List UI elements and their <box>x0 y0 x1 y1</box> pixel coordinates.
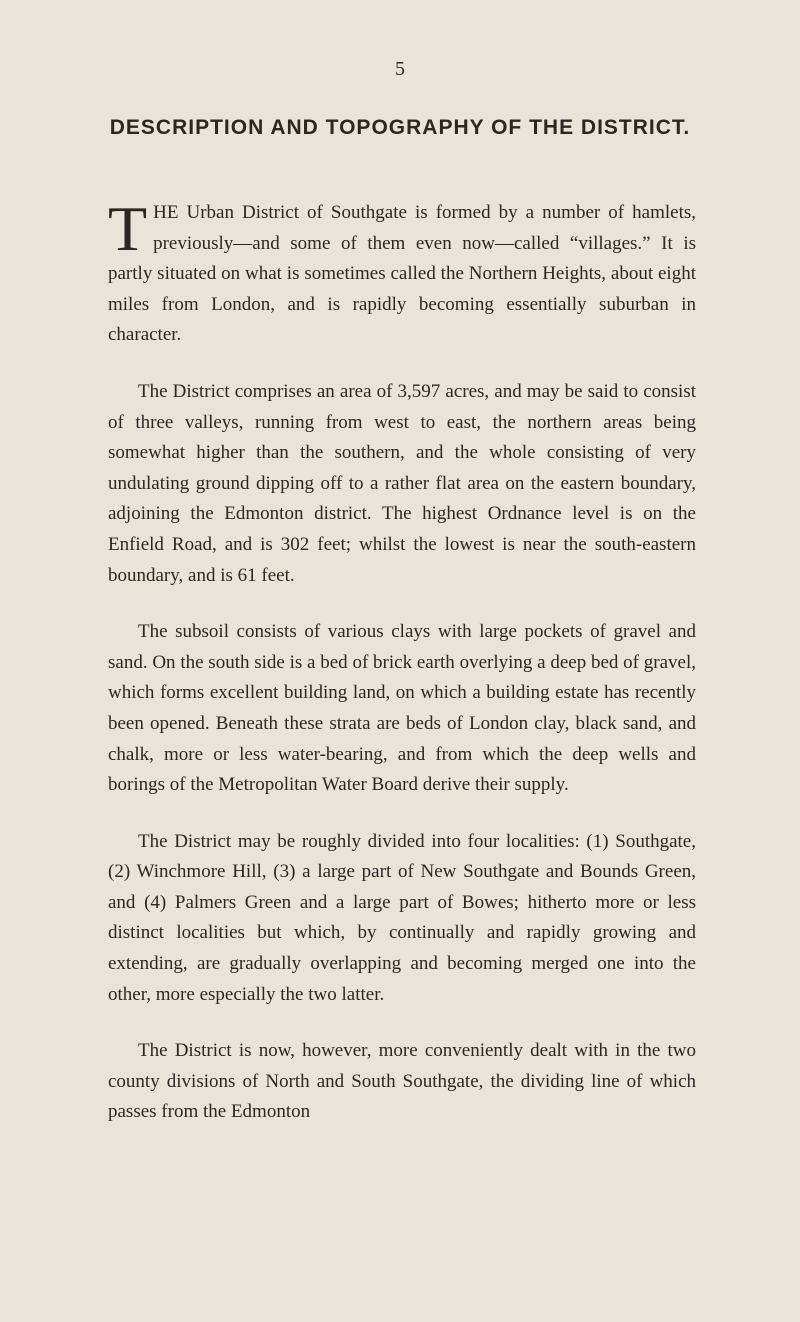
section-heading: DESCRIPTION AND TOPOGRAPHY OF THE DISTRICT. <box>109 116 691 139</box>
paragraph-2: The District comprises an area of 3,597 acres, and may be said to consist of three valleys, running from west to east, the northern areas being somewhat higher than the southern, and the whole consisting of very undulating ground dipping off to a rather flat area on the eastern boundary, adjoining the Edmonton district. The highest Ordnance level is on the Enfield Road, and is 302 feet; whilst the lowest is near the south-eastern boundary, and is 61 feet. <box>108 380 696 586</box>
body-text <box>108 193 696 1154</box>
paragraph-5: The District is now, however, more conveniently dealt with in the two county divisions of North and South Southgate, the dividing line of which passes from the Edmonton <box>108 1040 696 1123</box>
paragraph-3: The subsoil consists of various clays with large pockets of gravel and sand. On the south side is a bed of brick earth overlying a deep bed of gravel, which forms excellent building land, on which a building estate has recently been opened. Beneath these strata are beds of London clay, black sand, and chalk, more or less water-bearing, and from which the deep wells and borings of the Metropolitan Water Board derive their supply. <box>108 621 696 796</box>
paragraph-1-text: HE Urban District of Southgate is formed by a number of hamlets, previously—and some of them even now—called “villages.” It is partly situated on what is sometimes called the Northern Heights, about eight miles from London, and is rapidly becoming essentially suburban in character. <box>108 202 696 346</box>
page-number: 5 <box>395 58 405 80</box>
paragraph-1 <box>108 193 696 351</box>
paragraph-4: The District may be roughly divided into four localities: (1) Southgate, (2) Winchmore Hill, (3) a large part of New Southgate and Bounds Green, and (4) Palmers Green and a large part of Bowes; hitherto more or less distinct localities but which, by continually and rapidly growing and extending, are gradually overlapping and becoming merged one into the other, more especially the two latter. <box>108 830 696 1005</box>
drop-cap: T <box>108 193 148 264</box>
